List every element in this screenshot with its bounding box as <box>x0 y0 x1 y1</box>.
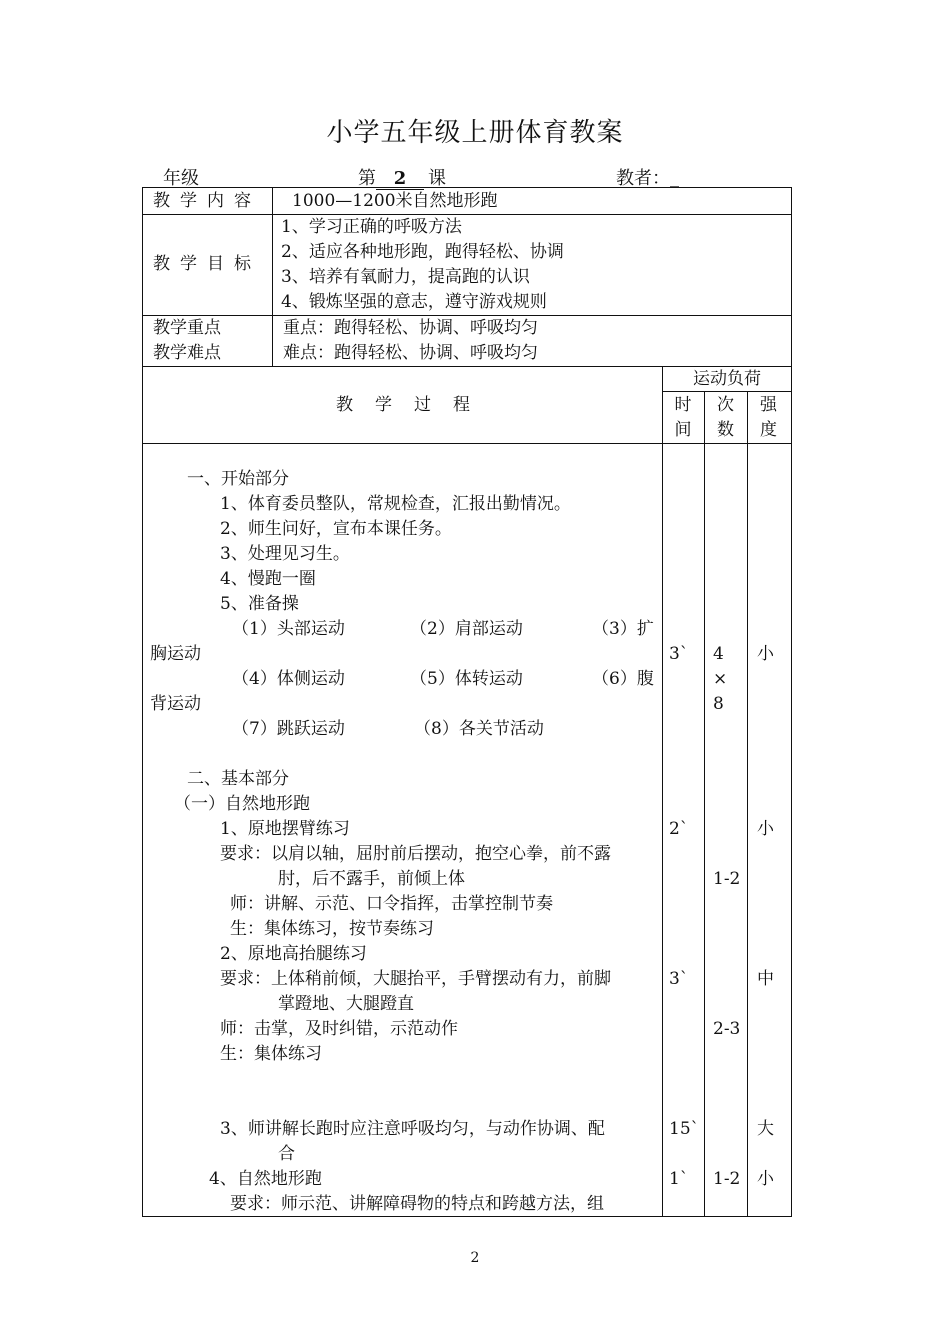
focus-value: 重点：跑得轻松、协调、呼吸均匀 <box>283 318 538 338</box>
count-value: 8 <box>713 694 724 714</box>
process-line: 背运动 <box>150 694 201 714</box>
process-line: （2）肩部运动 <box>410 619 523 639</box>
process-line: 要求：师示范、讲解障碍物的特点和跨越方法，组 <box>230 1194 604 1214</box>
intensity-value: 小 <box>757 644 774 664</box>
difficulty-value: 难点：跑得轻松、协调、呼吸均匀 <box>283 343 538 363</box>
lesson-number: 2 <box>376 168 424 190</box>
process-line: 4、慢跑一圈 <box>220 569 316 589</box>
process-line: 二、基本部分 <box>187 769 289 789</box>
process-line: 师：击掌，及时纠错，示范动作 <box>220 1019 458 1039</box>
count-value: 4 <box>713 644 724 664</box>
time-header: 时 <box>674 395 692 415</box>
process-line: （一）自然地形跑 <box>174 794 310 814</box>
process-line: 一、开始部分 <box>187 469 289 489</box>
process-line: 要求：上体稍前倾，大腿抬平，手臂摆动有力，前脚 <box>220 969 611 989</box>
count-header: 数 <box>717 420 734 440</box>
count-value: × <box>713 669 728 689</box>
time-value: 15` <box>669 1119 700 1139</box>
process-line: 要求：以肩以轴，屈肘前后摆动，抱空心拳，前不露 <box>220 844 611 864</box>
goals-label: 教学目标 <box>153 254 261 274</box>
process-line: （5）体转运动 <box>410 669 523 689</box>
process-line: 3、处理见习生。 <box>220 544 350 564</box>
goal-item: 2、适应各种地形跑，跑得轻松、协调 <box>281 242 564 262</box>
intensity-value: 大 <box>757 1119 774 1139</box>
time-column-divider <box>662 366 663 1217</box>
count-value: 2-3 <box>713 1019 741 1039</box>
process-line: （8）各关节活动 <box>414 719 544 739</box>
lesson-prefix: 第 <box>358 168 376 189</box>
count-header: 次 <box>717 395 734 415</box>
intensity-value: 小 <box>757 1169 774 1189</box>
intensity-header: 强 <box>760 395 777 415</box>
process-line: 胸运动 <box>150 644 201 664</box>
intensity-value: 中 <box>757 969 774 989</box>
count-column-divider <box>704 391 705 1217</box>
intensity-value: 小 <box>757 819 774 839</box>
process-line: （6）腹 <box>592 669 654 689</box>
teacher-label: 教者： <box>616 168 670 189</box>
lesson-suffix: 课 <box>428 168 446 189</box>
goal-item: 3、培养有氧耐力，提高跑的认识 <box>281 267 530 287</box>
process-line: （4）体侧运动 <box>232 669 345 689</box>
process-line: 生：集体练习，按节奏练习 <box>230 919 434 939</box>
process-label: 教学过程 <box>336 395 492 415</box>
difficulty-label: 教学难点 <box>153 343 221 363</box>
teacher-value: _ <box>670 168 679 189</box>
row-divider-content <box>142 214 792 215</box>
document-title: 小学五年级上册体育教案 <box>326 118 624 148</box>
process-line: 2、原地高抬腿练习 <box>220 944 367 964</box>
process-line: （7）跳跃运动 <box>232 719 345 739</box>
process-line: 5、准备操 <box>220 594 299 614</box>
process-line: 3、师讲解长跑时应注意呼吸均匀，与动作协调、配 <box>220 1119 605 1139</box>
content-value: 1000—1200米自然地形跑 <box>292 191 498 211</box>
time-value: 2` <box>669 819 689 839</box>
time-value: 1` <box>669 1169 689 1189</box>
intensity-header: 度 <box>760 420 777 440</box>
goal-item: 1、学习正确的呼吸方法 <box>281 217 462 237</box>
process-line: 2、师生问好，宣布本课任务。 <box>220 519 452 539</box>
process-line: （1）头部运动 <box>232 619 345 639</box>
process-line: （3）扩 <box>592 619 654 639</box>
focus-label: 教学重点 <box>153 318 221 338</box>
process-line: 师：讲解、示范、口令指挥，击掌控制节奏 <box>230 894 553 914</box>
grade-label: 年级 <box>163 168 199 189</box>
process-line: 1、原地摆臂练习 <box>220 819 350 839</box>
time-header: 间 <box>674 420 692 440</box>
count-value: 1-2 <box>713 869 741 889</box>
content-label: 教学内容 <box>153 191 261 211</box>
process-line: 肘，后不露手，前倾上体 <box>278 869 465 889</box>
process-line: 1、体育委员整队，常规检查，汇报出勤情况。 <box>220 494 571 514</box>
row-divider-process-header <box>142 443 792 444</box>
process-line: 生：集体练习 <box>220 1044 322 1064</box>
load-label: 运动负荷 <box>693 369 761 389</box>
process-line: 掌蹬地、大腿蹬直 <box>278 994 414 1014</box>
goal-item: 4、锻炼坚强的意志，遵守游戏规则 <box>281 292 547 312</box>
time-value: 3` <box>669 644 689 664</box>
intensity-column-divider <box>747 391 748 1217</box>
label-column-divider <box>272 187 273 366</box>
time-value: 3` <box>669 969 689 989</box>
count-value: 1-2 <box>713 1169 741 1189</box>
page-number: 2 <box>470 1250 480 1266</box>
process-line: 合 <box>278 1144 295 1164</box>
process-line: 4、自然地形跑 <box>209 1169 322 1189</box>
